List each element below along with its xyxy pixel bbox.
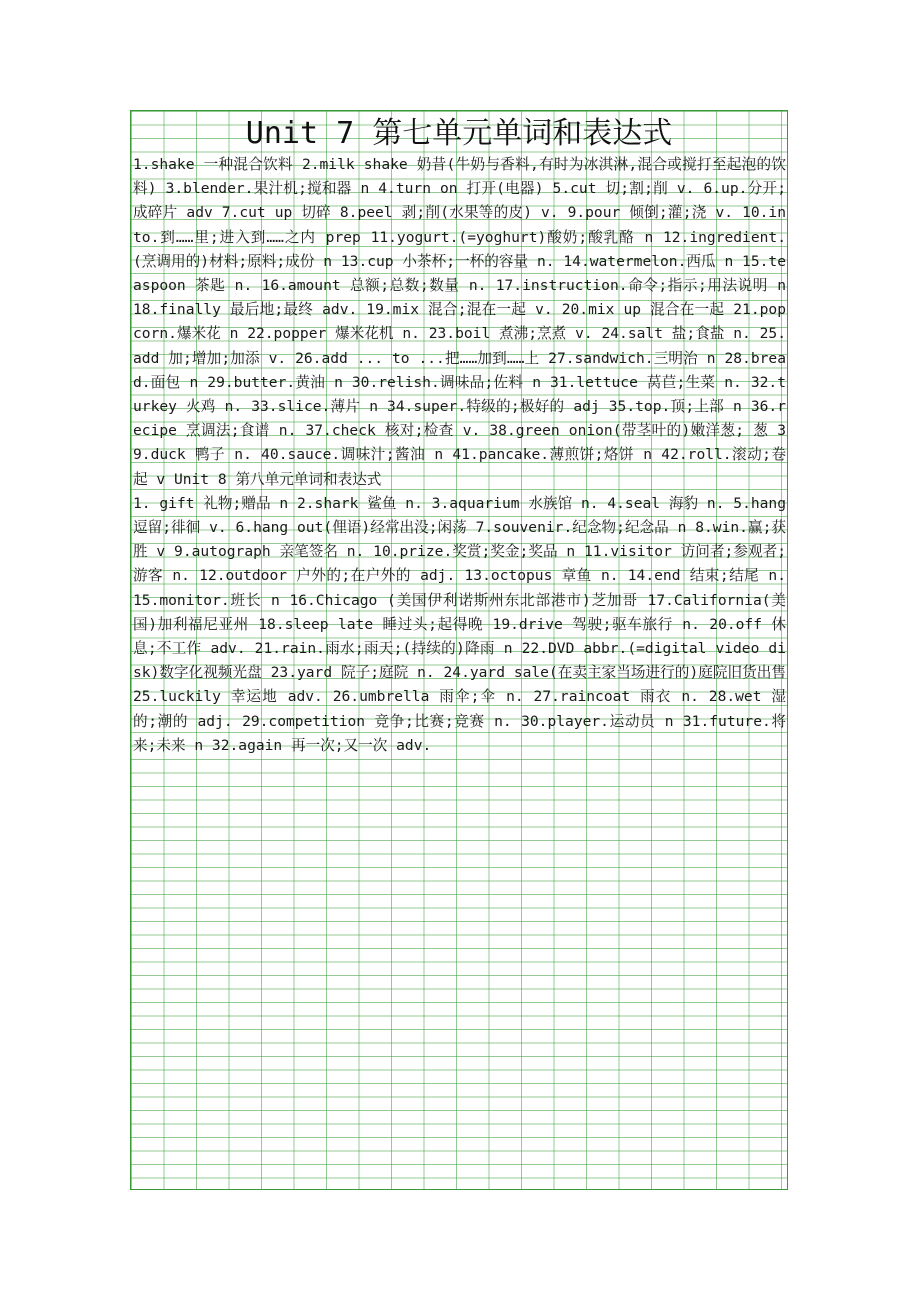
page-title: Unit 7 第七单元单词和表达式	[245, 116, 673, 151]
unit-8-vocabulary: 1. gift 礼物;赠品 n 2.shark 鲨鱼 n. 3.aquarium 水族馆 n. 4.seal 海豹 n. 5.hang 逗留;徘徊 v. 6.hang out(俚语)经常出没;闲荡 7.souvenir.纪念物;纪念品 n 8.win.赢;获胜 v 9.autograph 亲笔签名 n. 10.prize.奖赏;奖金;奖品 n 11.visitor 访问者;参观者;游客 n. 12.outdoor 户外的;在户外的 adj. 13.octopus 章鱼 n. 14.end 结束;结尾 n. 15.monitor.班长 n 16.Chicago (美国伊利诺斯州东北部港市)芝加哥 17.California(美国)加利福尼亚州 18.sleep late 睡过头;起得晚 19.drive 驾驶;驱车旅行 n. 20.off 休息;不工作 adv. 21.rain.雨水;雨天;(持续的)降雨 n 22.DVD abbr.(=digital video disk)数字化视频光盘 23.yard 院子;庭院 n. 24.yard sale(在卖主家当场进行的)庭院旧货出售 25.luckily 幸运地 adv. 26.umbrella 雨伞;伞 n. 27.raincoat 雨衣 n. 28.wet 湿的;潮的 adj. 29.competition 竞争;比赛;竞赛 n. 30.player.运动员 n 31.future.将来;未来 n 32.again 再一次;又一次 adv.	[133, 494, 786, 754]
grid-page	[130, 110, 788, 1190]
unit-7-vocabulary: 1.shake 一种混合饮料 2.milk shake 奶昔(牛奶与香料,有时为冰淇淋,混合或搅打至起泡的饮料) 3.blender.果汁机;搅和器 n 4.turn on 打开(电器) 5.cut 切;割;削 v. 6.up.分开;成碎片 adv 7.cut up 切碎 8.peel 剥;削(水果等的皮) v. 9.pour 倾倒;灌;浇 v. 10.into.到……里;进入到……之内 prep 11.yogurt.(=yoghurt)酸奶;酸乳酪 n 12.ingredient.(烹调用的)材料;原料;成份 n 13.cup 小茶杯;一杯的容量 n. 14.watermelon.西瓜 n 15.teaspoon 茶匙 n. 16.amount 总额;总数;数量 n. 17.instruction.命令;指示;用法说明 n 18.finally 最后地;最终 adv. 19.mix 混合;混在一起 v. 20.mix up 混合在一起 21.popcorn.爆米花 n 22.popper 爆米花机 n. 23.boil 煮沸;烹煮 v. 24.salt 盐;食盐 n. 25.add 加;增加;加添 v. 26.add ... to ...把……加到……上 27.sandwich.三明治 n 28.bread.面包 n 29.butter.黄油 n 30.relish.调味品;佐料 n 31.lettuce 莴苣;生菜 n. 32.turkey 火鸡 n. 33.slice.薄片 n 34.super.特级的;极好的 adj 35.top.顶;上部 n 36.recipe 烹调法;食谱 n. 37.check 核对;检查 v. 38.green onion(带茎叶的)嫩洋葱; 葱 39.duck 鸭子 n. 40.sauce.调味汁;酱油 n 41.pancake.薄煎饼;烙饼 n 42.roll.滚动;卷起 v Unit 8 第八单元单词和表达式	[133, 156, 786, 488]
vocabulary-text	[131, 153, 787, 758]
